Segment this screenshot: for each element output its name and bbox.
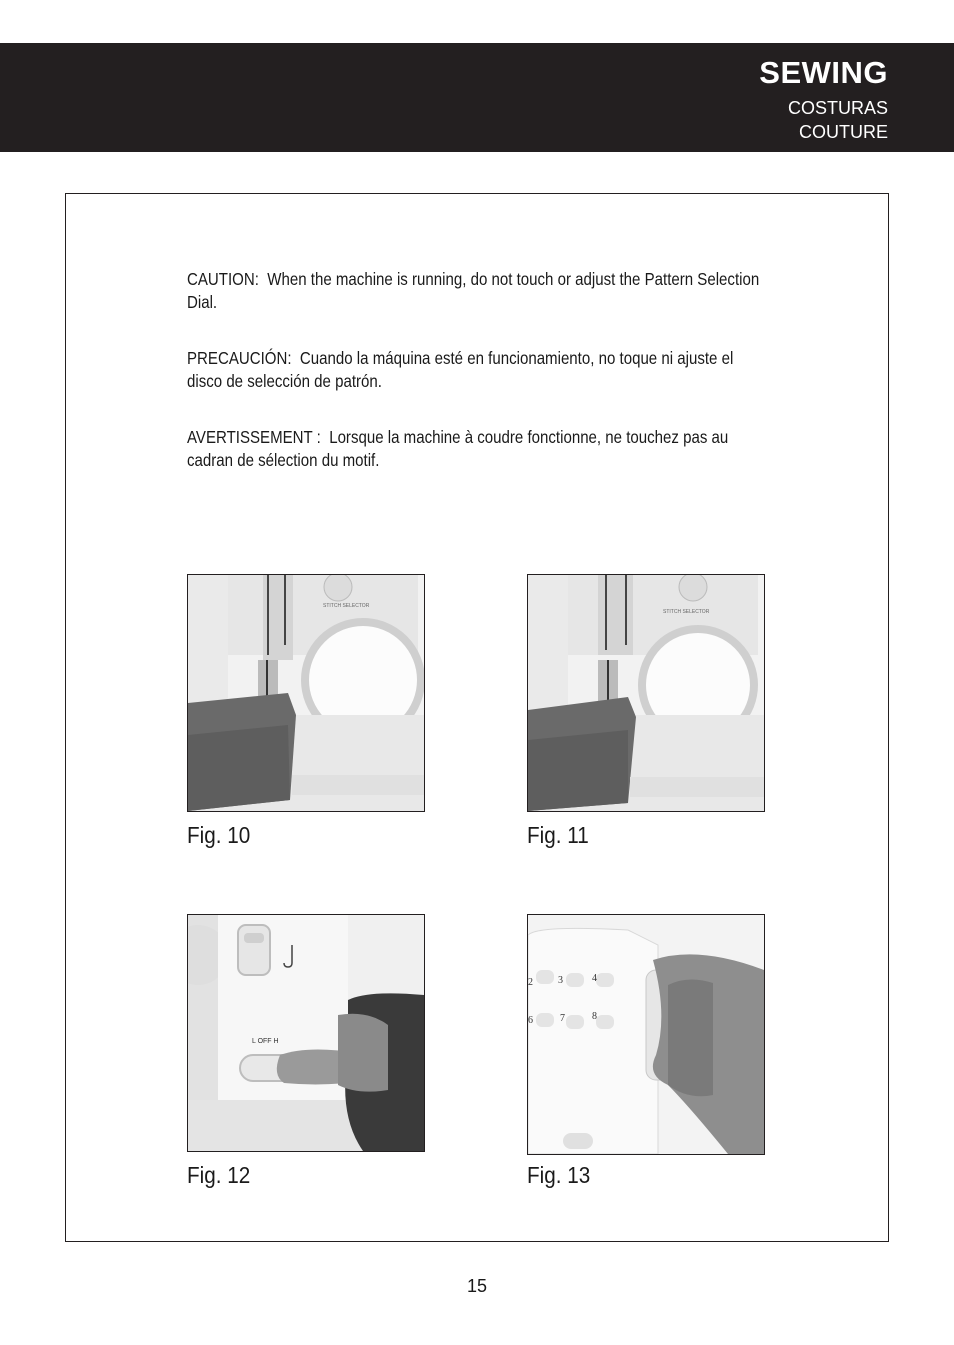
figure-13-photo	[527, 914, 765, 1155]
stitch-number: 6	[528, 1015, 533, 1026]
stitch-number: 8	[592, 1011, 597, 1022]
figure-10-caption: Fig. 10	[187, 822, 251, 848]
caution-notice-english	[187, 268, 772, 314]
notice-label: AVERTISSEMENT :	[187, 427, 321, 447]
notice-label: PRECAUCIÓN:	[187, 348, 292, 368]
header-band	[0, 43, 954, 152]
figure-11-caption: Fig. 11	[527, 822, 589, 848]
stitch-number: 3	[558, 975, 563, 986]
panel-label: STITCH SELECTOR	[323, 603, 370, 609]
figure-13-caption: Fig. 13	[527, 1162, 591, 1188]
stitch-number: 7	[560, 1013, 565, 1024]
caution-notice-french	[187, 426, 772, 472]
section-title: SEWING	[759, 55, 888, 90]
stitch-number: 2	[528, 977, 533, 988]
panel-label: STITCH SELECTOR	[663, 609, 710, 615]
stitch-number: 4	[592, 973, 597, 984]
page-number: 15	[466, 1276, 488, 1296]
notice-text: Lorsque la machine à coudre fonctionne, ne touchez pas au cadran de sélection du motif.	[187, 427, 729, 470]
section-subtitle-spanish: COSTURAS	[787, 98, 888, 118]
figure-12-photo	[187, 914, 425, 1152]
figure-12-caption: Fig. 12	[187, 1162, 251, 1188]
caution-notice-spanish	[187, 347, 772, 393]
figure-10-photo	[187, 574, 425, 812]
switch-label: L OFF H	[252, 1038, 279, 1045]
notice-text: When the machine is running, do not touch or adjust the Pattern Selection Dial.	[187, 269, 760, 312]
notice-label: CAUTION:	[187, 269, 259, 289]
section-subtitle-french: COUTURE	[799, 122, 888, 142]
figure-11-photo	[527, 574, 765, 812]
notice-text: Cuando la máquina esté en funcionamiento, no toque ni ajuste el disco de selección de patrón.	[187, 348, 734, 391]
